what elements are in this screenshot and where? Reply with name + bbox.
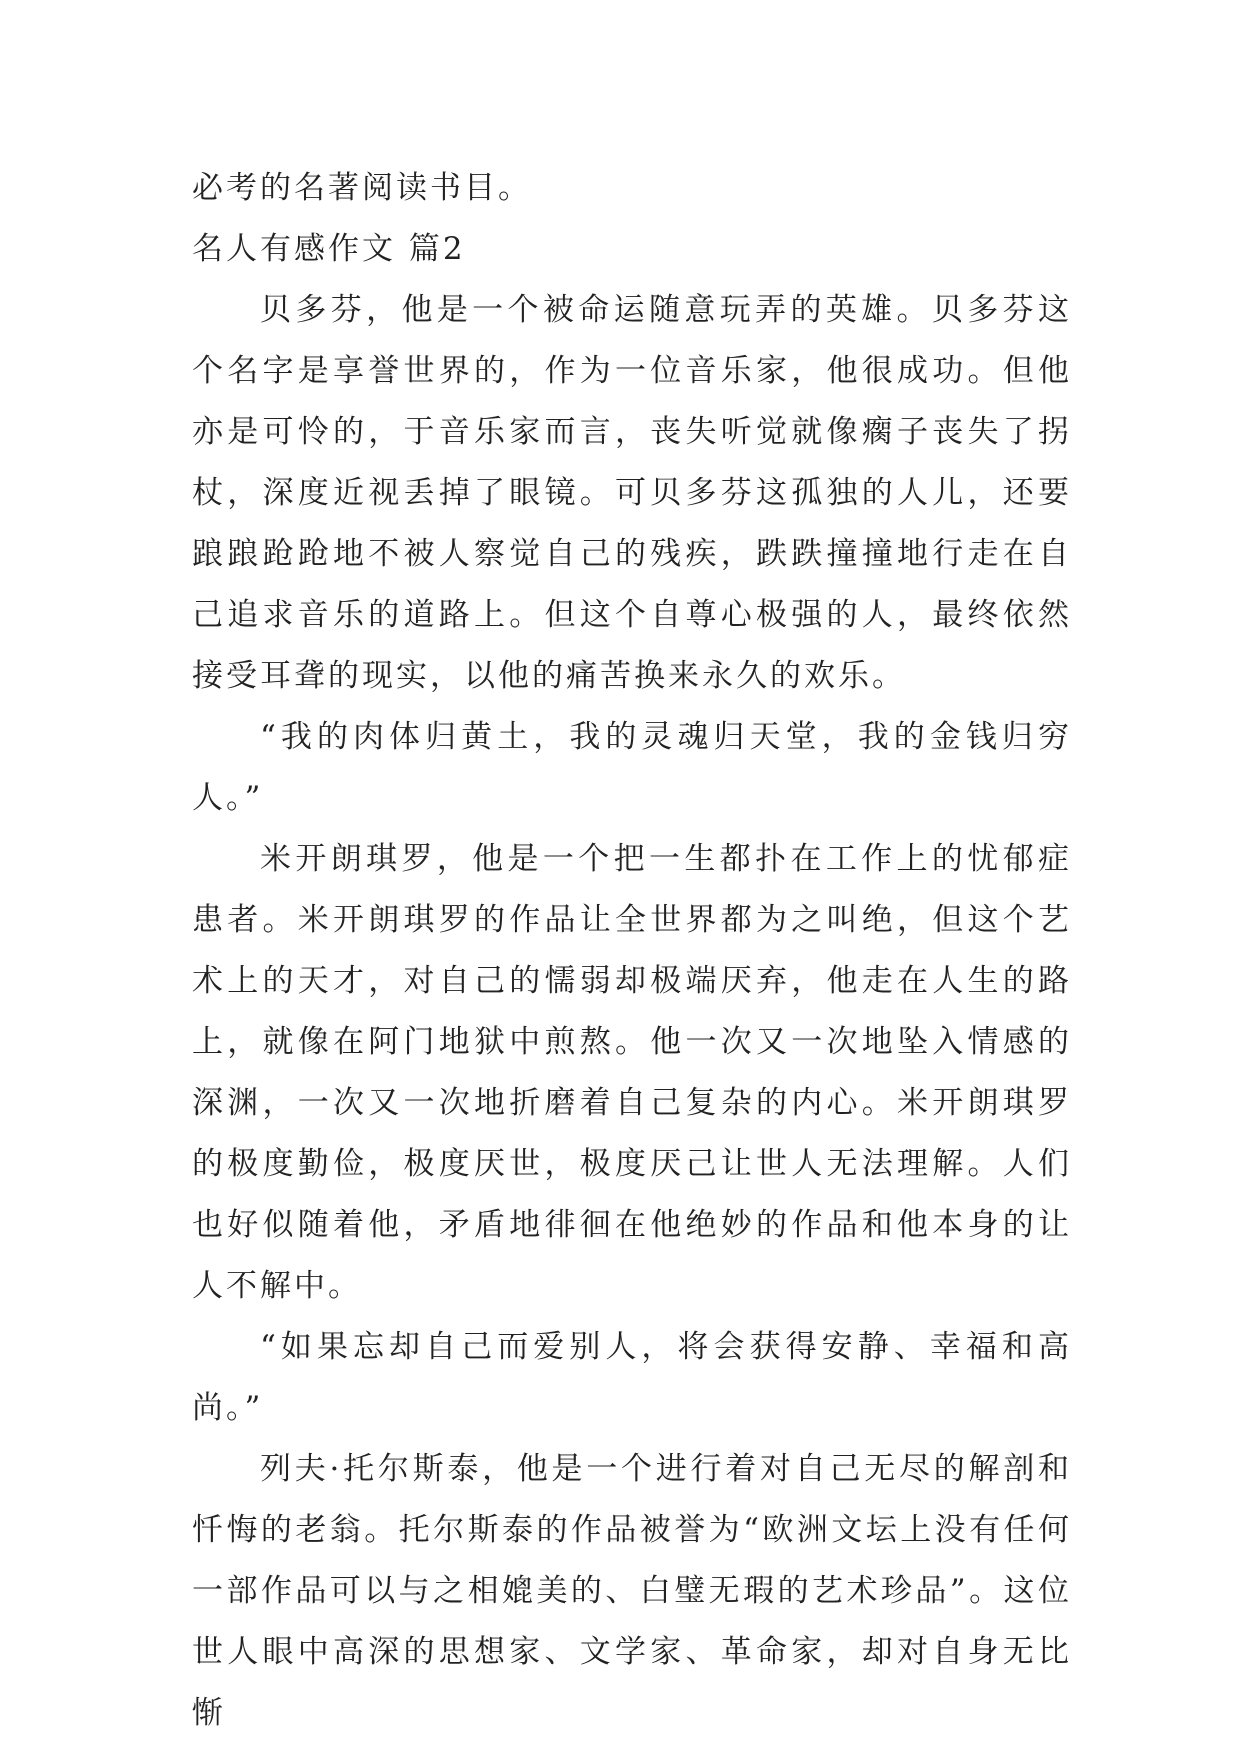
- paragraph-intro-end: 必考的名著阅读书目。: [192, 170, 532, 206]
- section-heading: 名人有感作文 篇2: [192, 231, 466, 267]
- quote-beethoven: “我的肉体归黄土，我的灵魂归天堂，我的金钱归穷人。”: [192, 719, 1072, 816]
- paragraph-beethoven: 贝多芬，他是一个被命运随意玩弄的英雄。贝多芬这个名字是享誉世界的，作为一位音乐家，他很成功。但他亦是可怜的，于音乐家而言，丧失听觉就像瘸子丧失了拐杖，深度近视丢掉了眼镜。可贝多芬这孤独的人儿，还要踉踉跄跄地不被人察觉自己的残疾，跌跌撞撞地行走在自己追求音乐的道路上。但这个自尊心极强的人，最终依然接受耳聋的现实，以他的痛苦换来永久的欢乐。: [192, 292, 1072, 694]
- paragraph-tolstoy: 列夫·托尔斯泰，他是一个进行着对自己无尽的解剖和忏悔的老翁。托尔斯泰的作品被誉为“欧洲文坛上没有任何一部作品可以与之相媲美的、白璧无瑕的艺术珍品”。这位世人眼中高深的思想家、文学家、革命家，却对自身无比惭: [192, 1451, 1072, 1731]
- paragraph-michelangelo: 米开朗琪罗，他是一个把一生都扑在工作上的忧郁症患者。米开朗琪罗的作品让全世界都为之叫绝，但这个艺术上的天才，对自己的懦弱却极端厌弃，他走在人生的路上，就像在阿门地狱中煎熬。他一次又一次地坠入情感的深渊，一次又一次地折磨着自己复杂的内心。米开朗琪罗的极度勤俭，极度厌世，极度厌己让世人无法理解。人们也好似随着他，矛盾地徘徊在他绝妙的作品和他本身的让人不解中。: [192, 841, 1072, 1304]
- document-body: [192, 158, 1072, 1744]
- quote-michelangelo: “如果忘却自己而爱别人，将会获得安静、幸福和高尚。”: [192, 1329, 1072, 1426]
